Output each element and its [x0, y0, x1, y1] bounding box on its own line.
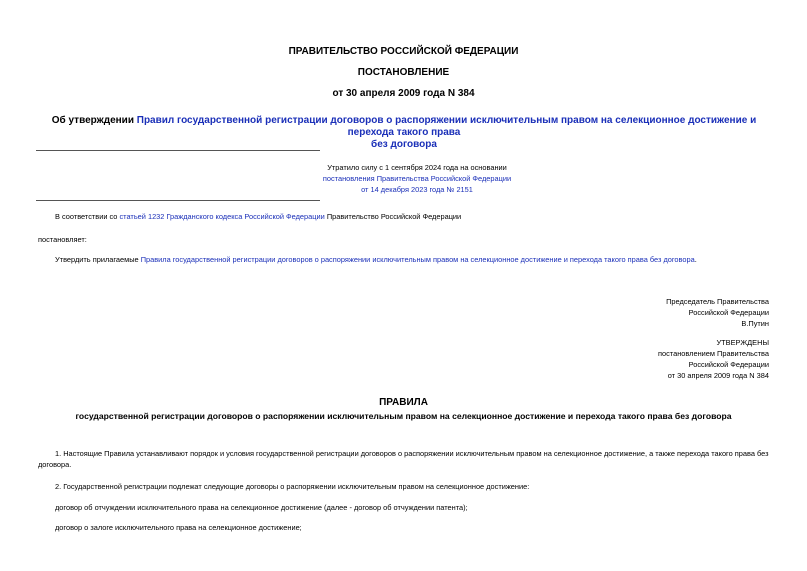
repeal-note: [310, 162, 524, 195]
approved-rules-link[interactable]: Правила государственной регистрации договоров о распоряжении исключительным правом на селекционное достижение и перехода такого права без договора: [140, 255, 695, 264]
decides-text: постановляет:: [38, 235, 87, 244]
divider-bottom: [36, 200, 320, 201]
approved-country: Российской Федерации: [688, 360, 769, 369]
approved-date: от 30 апреля 2009 года N 384: [667, 371, 769, 380]
approve-prefix: Утвердить прилагаемые: [55, 255, 141, 264]
document-date-number: от 30 апреля 2009 года N 384: [332, 88, 475, 99]
approve-suffix: .: [694, 255, 697, 264]
rules-paragraph-1-end: договора.: [38, 460, 72, 469]
rules-heading: ПРАВИЛА: [379, 397, 428, 408]
approve-paragraph: [55, 254, 697, 265]
signature-country: Российской Федерации: [688, 308, 769, 317]
signature-block: [666, 296, 769, 329]
approved-label: УТВЕРЖДЕНЫ: [716, 338, 769, 347]
repeal-note-line: Утратило силу с 1 сентября 2024 года на основании: [327, 163, 507, 172]
title-rules-link-cont[interactable]: без договора: [371, 139, 437, 150]
rules-paragraph-4: договор о залоге исключительного права на селекционное достижение;: [55, 523, 302, 532]
preamble-prefix: В соответствии со: [55, 212, 120, 221]
repeal-decree-link[interactable]: постановления Правительства Российской Федерации: [322, 174, 512, 183]
repeal-decree-date-link[interactable]: от 14 декабря 2023 года № 2151: [361, 185, 473, 194]
rules-paragraph-1-line: 1. Настоящие Правила устанавливают порядок и условия государственной регистрации договоров о распоряжении исключительным правом на селекционное достижение, а также перехода такого права без: [55, 449, 769, 458]
preamble-paragraph: [55, 211, 461, 222]
document-type: ПОСТАНОВЛЕНИЕ: [357, 67, 450, 78]
approved-block: [658, 337, 769, 381]
civil-code-link[interactable]: статьей 1232 Гражданского кодекса Российской Федерации: [119, 212, 325, 221]
signature-position: Председатель Правительства: [666, 297, 769, 306]
rules-paragraph-3: договор об отчуждении исключительного права на селекционное достижение (далее - договор об отчуждении патента);: [55, 503, 468, 512]
preamble-suffix: Правительство Российской Федерации: [324, 212, 462, 221]
rules-paragraph-1: [38, 448, 769, 470]
signature-name: В.Путин: [741, 319, 769, 328]
rules-subheading: государственной регистрации договоров о распоряжении исключительным правом на селекционное достижение и перехода такого права без договора: [75, 411, 732, 421]
divider-top: [36, 150, 320, 151]
title-prefix: Об утверждении: [51, 115, 137, 126]
government-heading: ПРАВИТЕЛЬСТВО РОССИЙСКОЙ ФЕДЕРАЦИИ: [288, 46, 519, 57]
approved-by: постановлением Правительства: [658, 349, 769, 358]
title-rules-link[interactable]: Правил государственной регистрации договоров о распоряжении исключительным правом на селекционное достижение и перехода такого права: [136, 115, 757, 138]
document-title: [36, 115, 772, 151]
rules-paragraph-2: 2. Государственной регистрации подлежат следующие договоры о распоряжении исключительным правом на селекционное достижение:: [55, 482, 530, 491]
